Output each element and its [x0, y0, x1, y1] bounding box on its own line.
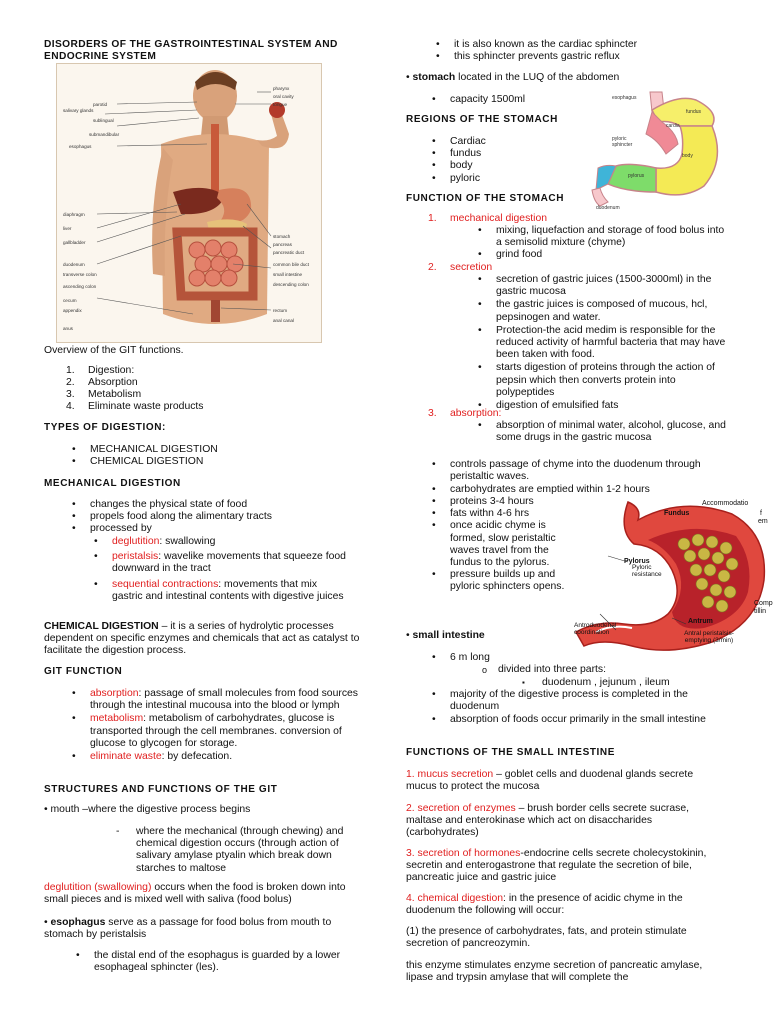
mech-sub-list [112, 536, 346, 603]
mouth-text: • mouth –where the digestive process begins [44, 804, 251, 815]
label-oral-cavity: oral cavity [273, 94, 294, 99]
label-fig-cardia: cardia [666, 123, 680, 129]
capacity-item: • capacity 1500ml [450, 94, 610, 106]
label-cecum: cecum [63, 298, 77, 303]
doc-title-line1: DISORDERS OF THE GASTROINTESTINAL SYSTEM AND [44, 39, 338, 50]
label-liver: liver [63, 226, 72, 231]
label-em: em [758, 518, 768, 525]
chemical-digestion-paragraph: CHEMICAL DIGESTION – it is a series of hydrolytic processes dependent on specific enzymes and chemicals that act as catalyst to facilitate the digestion process. [44, 621, 360, 657]
regions-heading: REGIONS OF THE STOMACH [406, 114, 558, 125]
types-item-2: • CHEMICAL DIGESTION [90, 456, 310, 468]
label-antroduodenal: Antroduodenal coordination [574, 622, 617, 636]
esophagus-sub-text: • the distal end of the esophagus is guarded by a lower esophageal sphincter (les). [94, 950, 364, 974]
label-pyloric-resistance: Pyloric resistance [632, 564, 662, 578]
mech-list [90, 499, 350, 536]
small-intestine-more [450, 689, 722, 727]
label-esophagus: esophagus [69, 144, 92, 149]
label-diaphragm: diaphragm [63, 212, 85, 217]
chyme-list-bottom [450, 496, 568, 594]
fn2-item-3: • Protection-the acid medim is responsible for the reduced activity of harmful bacteria that may have been taken with food. [496, 325, 732, 362]
types-list [90, 444, 310, 468]
deglutition-paragraph: deglutition (swallowing) occurs when the food is broken down into small pieces and is mixed well with saliva (food bolus) [44, 882, 346, 906]
label-antral: Antral peristalsis-emptying (3/min) [684, 630, 734, 644]
label-submandibular: submandibular [89, 132, 120, 137]
sphincter-item-2: • this sphincter prevents gastric reflux [454, 51, 734, 63]
small-intestine-list [450, 652, 570, 664]
chyme-item-1: • controls passage of chyme into the duodenum through peristaltic waves. [450, 459, 722, 483]
fn2-heading: 2. secretion [428, 262, 493, 273]
label-fundus: Fundus [664, 510, 690, 517]
label-duodenum: duodenum [63, 262, 85, 267]
doc-title [44, 39, 374, 63]
chyme-item-6: • pressure builds up and pyloric sphincters opens. [450, 569, 568, 593]
label-fig-esophagus: esophagus [612, 95, 637, 101]
types-heading: TYPES OF DIGESTION: [44, 422, 166, 433]
label-appendix: appendix [63, 308, 82, 313]
fs4-sub2: this enzyme stimulates enzyme secretion of pancreatic amylase, lipase and trypsin amylase that will complete the [406, 960, 703, 984]
label-fig-duodenum: duodenum [596, 205, 620, 211]
label-pancreatic-duct: pancreatic duct [273, 250, 305, 255]
fs4-sub1: (1) the presence of carbohydrates, fats, and protein stimulate secretion of pancreozymin. [406, 926, 687, 950]
fs2-paragraph: 2. secretion of enzymes – brush border cells secrete sucrase, maltase and enterokinase which act on disaccharides (carbohydrates) [406, 803, 689, 839]
git-function-heading: GIT FUNCTION [44, 666, 123, 677]
region-item-1: • Cardiac [450, 136, 590, 148]
label-tongue: tongue [273, 102, 288, 107]
fn3-list [496, 420, 726, 444]
fn2-item-5: • digestion of emulsified fats [496, 400, 732, 412]
git-function-3: • eliminate waste: by defecation. [90, 751, 362, 763]
fn3-item-1: • absorption of minimal water, alcohol, glucose, and some drugs in the gastric mucosa [496, 420, 726, 444]
types-item-1: • MECHANICAL DIGESTION [90, 444, 310, 456]
label-fig-pylorus: pylorus [628, 173, 645, 179]
chyme-item-4: • fats withn 4-6 hrs [450, 508, 568, 520]
label-pylorus: Pylorus [624, 558, 650, 565]
func-small-heading: FUNCTIONS OF THE SMALL INTESTINE [406, 747, 616, 758]
esophagus-paragraph: • esophagus serve as a passage for food bolus from mouth to stomach by peristalsis [44, 917, 332, 941]
regions-list [450, 136, 590, 185]
parts-text: ▪ duodenum , jejunum , ileum [522, 677, 670, 688]
label-antrum: Antrum [688, 618, 713, 625]
mech-sub-3: • sequential contractions: movements that mix gastric and intestinal contents with digestive juices [112, 579, 346, 603]
label-anal-canal: anal canal [273, 318, 294, 323]
fn1-item-1: • mixing, liquefaction and storage of food bolus into a semisolid mixture (chyme) [496, 225, 732, 249]
label-accommodation: Accommodatio [702, 500, 749, 507]
mech-item-2: • propels food along the alimentary tracts [90, 511, 350, 523]
fn1-list [496, 225, 732, 262]
divided-item [498, 664, 698, 676]
structures-heading: STRUCTURES AND FUNCTIONS OF THE GIT [44, 784, 278, 795]
git-function-2: • metabolism: metabolism of carbohydrates, glucose is transported through the cell membranes. conversion of glucose to glycogen for storage. [90, 713, 362, 750]
mech-heading: MECHANICAL DIGESTION [44, 478, 181, 489]
chyme-item-2: • carbohydrates are emptied within 1-2 hours [450, 484, 722, 496]
fn2-item-4: • starts digestion of proteins through the action of pepsin which then converts protein into polypeptides [496, 362, 732, 399]
parts-item [522, 677, 732, 689]
esophagus-sub [94, 950, 364, 974]
git-function-list [90, 688, 362, 763]
stomach-regions-illustration [586, 90, 736, 208]
mech-item-3: • processed by [90, 523, 350, 535]
fn2-item-1: • secretion of gastric juices (1500-3000ml) in the gastric mucosa [496, 274, 732, 298]
chyme-item-5: • once acidic chyme is formed, slow peristaltic waves travel from the fundus to the pylorus. [450, 520, 568, 569]
label-small-intestine: small intestine [273, 272, 303, 277]
small-intestine-length: • 6 m long [450, 652, 570, 664]
fs1-paragraph: 1. mucus secretion – goblet cells and duodenal glands secrete mucus to protect the mucosa [406, 769, 694, 793]
stomach-paragraph: • stomach located in the LUQ of the abdomen [406, 72, 620, 83]
label-anus: anus [63, 326, 73, 331]
label-descending-colon: descending colon [273, 282, 309, 287]
region-item-4: • pyloric [450, 173, 590, 185]
label-f: f [760, 510, 762, 517]
label-pancreas: pancreas [273, 242, 292, 247]
label-common-bile-duct: common bile duct [273, 262, 310, 267]
label-parotid: parotid [93, 102, 108, 107]
label-rectum: rectum [273, 308, 288, 313]
small-intestine-more-2: • absorption of foods occur primarily in the small intestine [450, 714, 722, 726]
fs4-paragraph: 4. chemical digestion: in the presence of acidic chyme in the duodenum the following will occur: [406, 893, 683, 917]
label-comp: Comp [754, 600, 773, 607]
label-pharynx: pharynx [273, 86, 290, 91]
fn2-list [496, 274, 732, 412]
fs3-paragraph: 3. secretion of hormones-endocrine cells secrete cholecystokinin, secretin and enterogastrone that regulate the secretion of bile, pancreatic juice and gastric juice [406, 848, 707, 884]
fn1-heading: 1. mechanical digestion [428, 213, 548, 224]
git-function-1: • absorption: passage of small molecules from food sources through the intestinal mucousa into the blood or lymph [90, 688, 362, 712]
divided-text: o divided into three parts: [498, 664, 698, 676]
mouth-sub-text: - where the mechanical (through chewing) and chemical digestion occurs (through action of salivary amylase ptyalin which break down starches to maltose [136, 826, 368, 875]
label-fig-pyloric-sphincter: pyloric sphincter [612, 136, 633, 148]
stomach-motility-figure [572, 500, 773, 652]
region-item-2: • fundus [450, 148, 590, 160]
fn3-heading: 3. absorption: [428, 408, 502, 419]
mech-sub-2: • peristalsis: wavelike movements that squeeze food downward in the tract [112, 551, 346, 575]
overview-text: Overview of the GIT functions. [44, 345, 184, 356]
chyme-list-top [450, 459, 722, 497]
label-tillin: tillin [754, 608, 767, 615]
fn2-item-2: • the gastric juices is composed of mucous, hcl, pepsinogen and water. [496, 299, 732, 323]
label-salivary: salivary glands [63, 108, 94, 113]
mech-sub-1: • deglutition: swallowing [112, 536, 346, 548]
function-stomach-heading: FUNCTION OF THE STOMACH [406, 193, 565, 204]
label-stomach: stomach [273, 234, 291, 239]
sphincter-item-1: • it is also known as the cardiac sphincter [454, 39, 734, 51]
mech-item-1: • changes the physical state of food [90, 499, 350, 511]
label-gallbladder: gallbladder [63, 240, 86, 245]
small-intestine-more-1: • majority of the digestive process is completed in the duodenum [450, 689, 722, 713]
label-ascending-colon: ascending colon [63, 284, 97, 289]
region-item-3: • body [450, 160, 590, 172]
doc-title-line2: ENDOCRINE SYSTEM [44, 51, 157, 62]
sphincter-list [454, 39, 734, 63]
stomach-regions-figure [586, 90, 736, 211]
chyme-item-3: • proteins 3-4 hours [450, 496, 568, 508]
mouth-sub [136, 826, 368, 875]
fn1-item-2: • grind food [496, 249, 732, 261]
label-fig-fundus: fundus [686, 109, 702, 115]
label-fig-body: body [682, 153, 693, 159]
label-transverse-colon: transverse colon [63, 272, 97, 277]
label-sublingual: sublingual [93, 118, 114, 123]
small-intestine-paragraph: • small intestine [406, 630, 485, 641]
gi-system-figure [56, 63, 322, 343]
